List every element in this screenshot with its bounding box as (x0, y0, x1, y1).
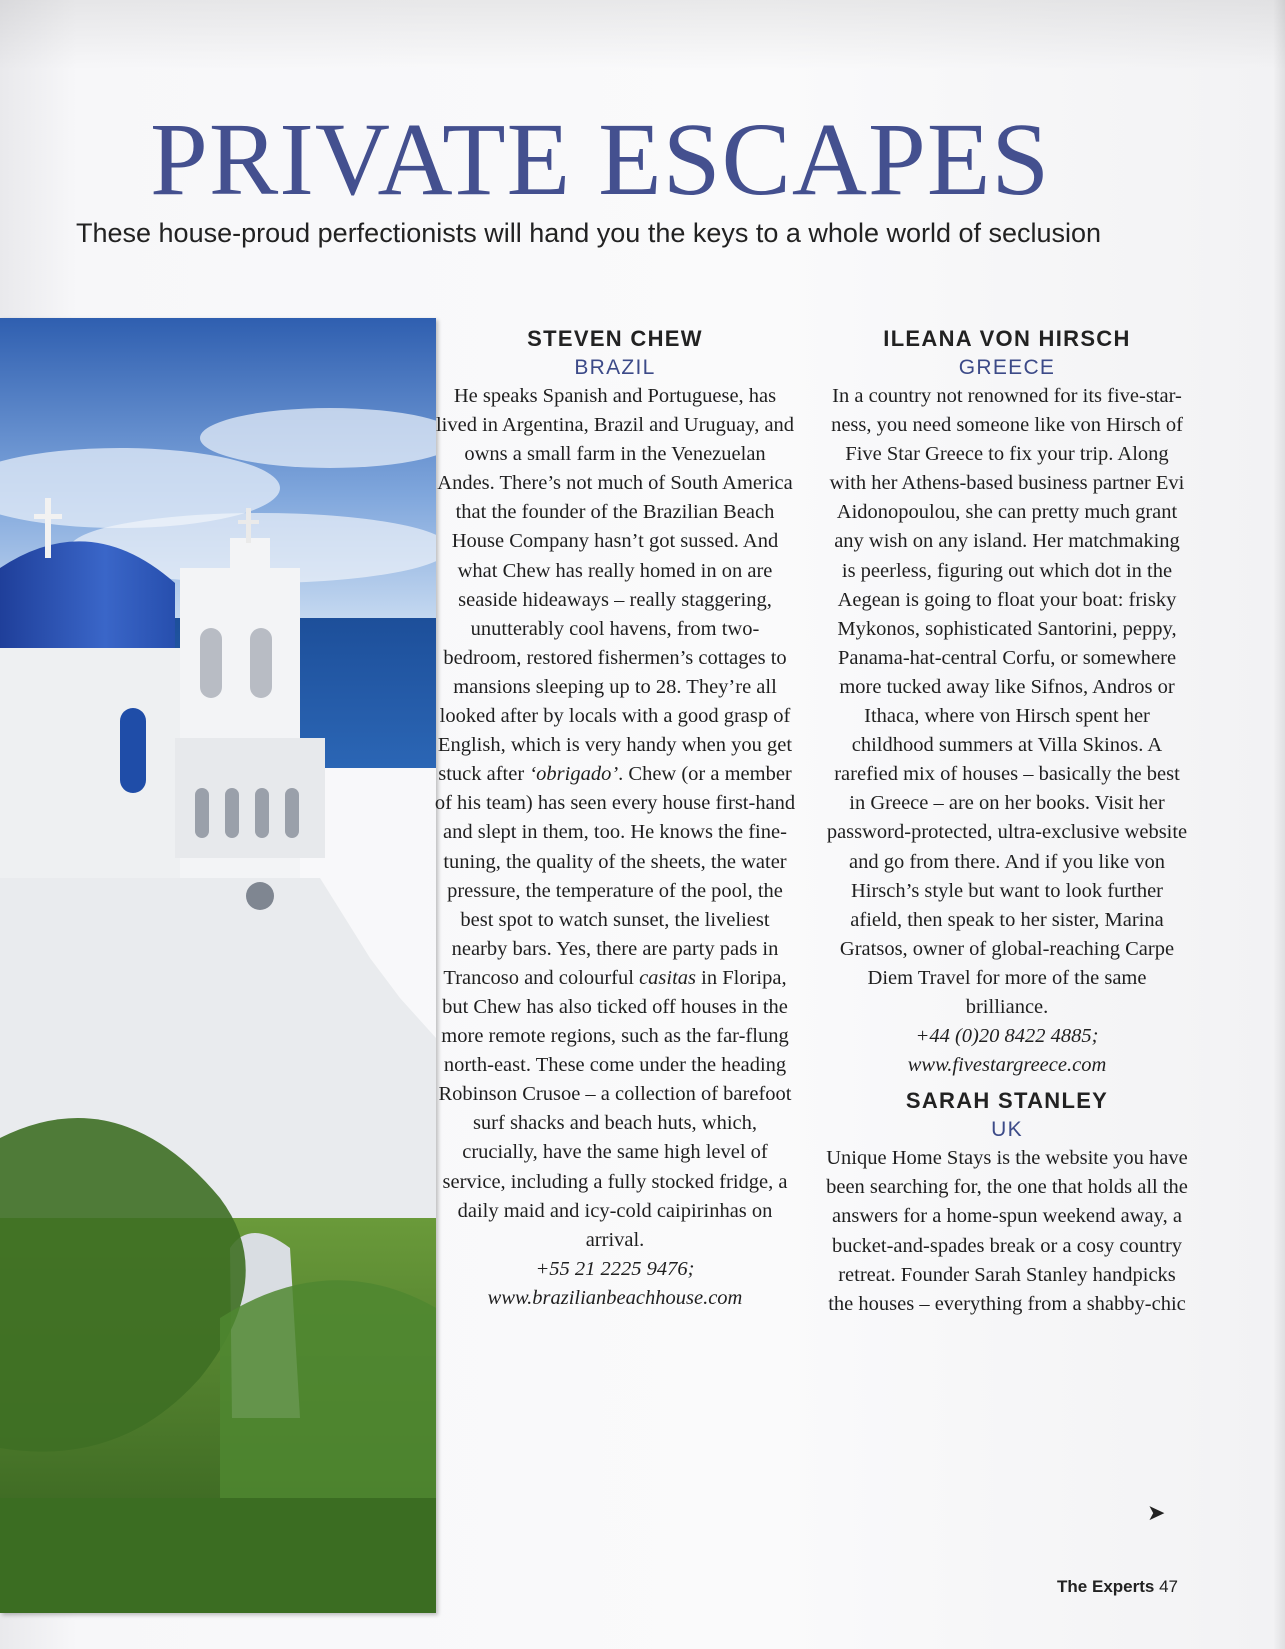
expert-body (434, 382, 796, 1255)
body-text-segment: He speaks Spanish and Portuguese, has lived in Argentina, Brazil and Uruguay, and owns a small farm in the Venezuelan Andes. There’s not much of South America that the founder of the Brazilian Beach House Company hasn’t got sussed. And what Chew has really homed in on are seaside hideaways – really staggering, unutterably cool havens, from two-bedroom, restored fishermen’s cottages to mansions sleeping up to 28. They’re all looked after by locals with a good grasp of English, which is very handy when you get stuck after (435, 385, 795, 786)
page-footer (1057, 1577, 1178, 1597)
expert-phone: +44 (0)20 8422 4885; (915, 1025, 1099, 1048)
expert-name: SARAH STANLEY (905, 1088, 1109, 1114)
expert-name: STEVEN CHEW (527, 326, 703, 351)
expert-website[interactable]: www.brazilianbeachhouse.com (487, 1286, 743, 1309)
expert-column-1 (434, 324, 796, 1313)
expert-website[interactable]: www.fivestargreece.com (907, 1054, 1107, 1077)
expert-body: In a country not renowned for its five-star-ness, you need someone like von Hirsch of Five Star Greece to fix your trip. Along with her Athens-based business partner Evi Aidonopoulou, she can pretty much grant any wish on any island. Her matchmaking is peerless, figuring out which dot in the Aegean is going to float your boat: frisky Mykonos, sophisticated Santorini, peppy, Panama-hat-central Corfu, or somewhere more tucked away like Sifnos, Andros or Ithaca, where von Hirsch spent her childhood summers at Villa Skinos. A rarefied mix of houses – basically the best in Greece – are on her books. Visit her password-protected, ultra-exclusive website and go from there. And if you like von Hirsch’s style but want to look further afield, then speak to her sister, Marina Gratsos, owner of global-reaching Carpe Diem Travel for more of the same brilliance. (826, 385, 1188, 1018)
body-text-italic: casitas (639, 966, 697, 989)
expert-column-2 (826, 324, 1188, 1319)
page-edge (1273, 0, 1285, 1649)
church-photo-icon (0, 318, 436, 1613)
footer-section: The Experts (1057, 1577, 1155, 1596)
expert-section-3 (826, 1086, 1188, 1319)
expert-location: BRAZIL (574, 356, 656, 379)
expert-location: UK (991, 1118, 1023, 1142)
expert-name: ILEANA VON HIRSCH (883, 326, 1131, 351)
page-top-shadow (0, 0, 1285, 70)
page-title: PRIVATE ESCAPES (150, 102, 1051, 217)
body-text-segment: in Floripa, but Chew has also ticked off houses in the more remote regions, such as the far-flung north-east. These come under the heading Robinson Crusoe – a collection of barefoot surf shacks and beach huts, which, crucially, have the same high level of service, including a fully stocked fridge, a daily maid and icy-cold caipirinhas on arrival. (438, 966, 792, 1251)
body-text-segment: . Chew (or a member of his team) has seen every house first-hand and slept in them, too. He knows the fine-tuning, the quality of the sheets, the water pressure, the temperature of the pool, the best spot to watch sunset, the liveliest nearby bars. Yes, there are party pads in Trancoso and colourful (434, 763, 796, 989)
expert-location: GREECE (958, 356, 1056, 379)
continue-arrow-icon: ➤ (1147, 1500, 1166, 1525)
body-text-italic: ‘obrigado’ (529, 763, 619, 786)
church-photo (0, 318, 436, 1613)
expert-body: Unique Home Stays is the website you have been searching for, the one that holds all the answers for a home-spun weekend away, a bucket-and-spades break or a cosy country retreat. Founder Sarah Stanley handpicks the houses – everything from a shabby-chic (826, 1147, 1188, 1315)
page-subtitle: These house-proud perfectionists will hand you the keys to a whole world of seclusion (76, 218, 1102, 248)
expert-phone: +55 21 2225 9476; (535, 1257, 695, 1280)
page-number: 47 (1159, 1577, 1178, 1596)
